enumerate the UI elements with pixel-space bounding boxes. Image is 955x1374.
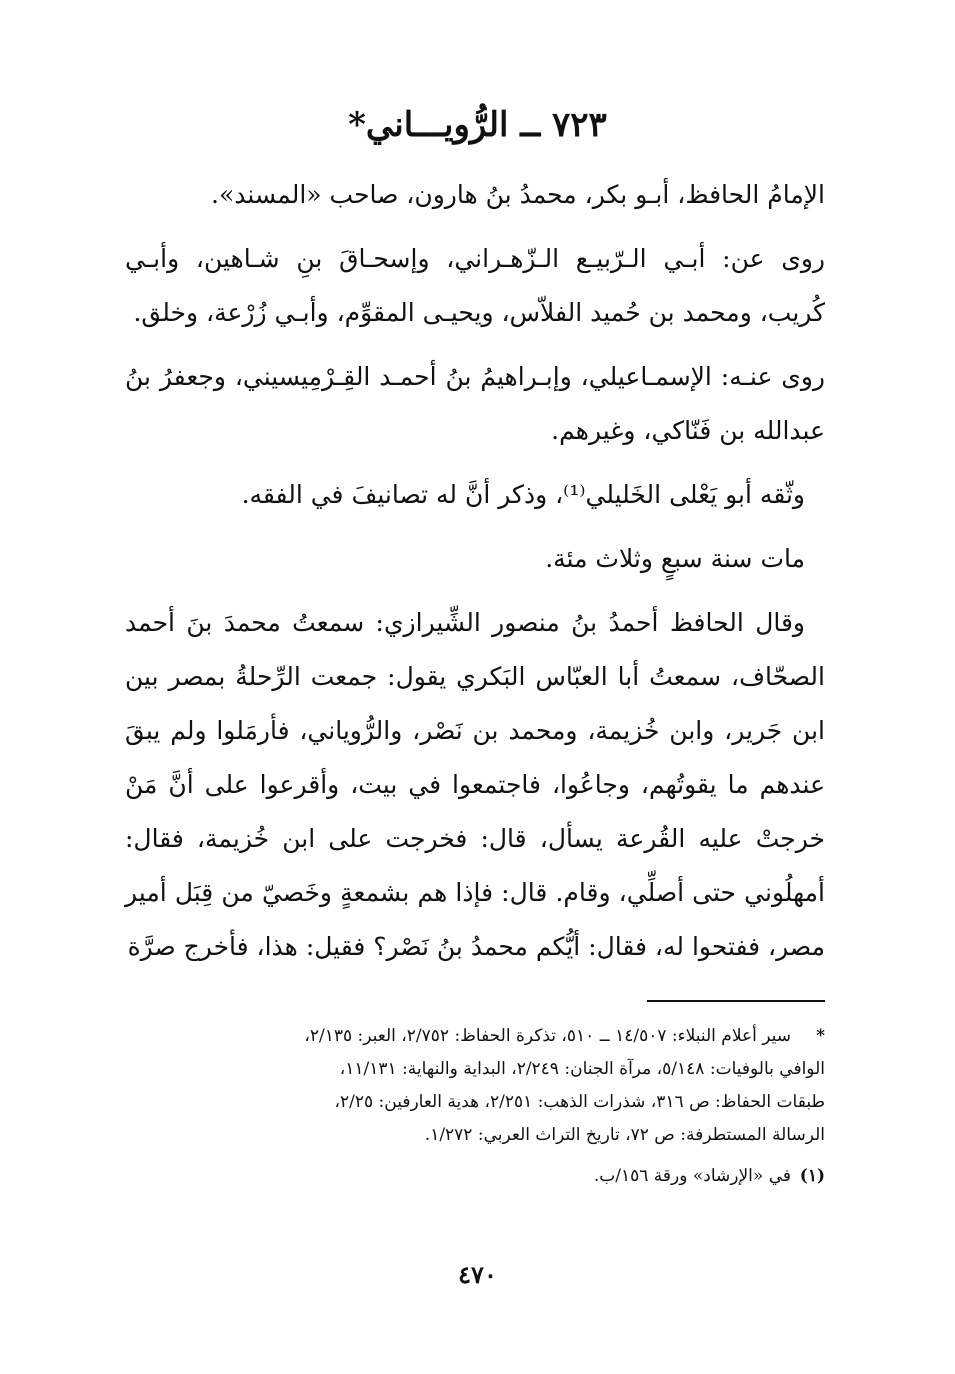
paragraph-narrated-from: روى عن: أبـي الـرّبيـع الـزّهـراني، وإسحـاقَ بنِ شـاهين، وأبـي كُريب، ومحمد بن حُميد الفلاّس، ويحيـى المقوِّم، وأبـي زُرْعة، وخلق.	[125, 244, 825, 327]
footnote-source-line: الرسالة المستطرفة: ص ٧٢، تاريخ التراث العربي: ١/٢٧٢.	[424, 1125, 825, 1145]
paragraph-intro: الإمامُ الحافظ، أبـو بكر، محمدُ بنُ هارون، صاحب «المسند».	[211, 180, 825, 209]
footnote-source-line: سير أعلام النبلاء: ١٤/٥٠٧ ــ ٥١٠، تذكرة الحفاظ: ٢/٧٥٢، العبر: ٢/١٣٥،	[304, 1026, 791, 1046]
paragraph-trustworthiness: وثّقه أبو يَعْلى الخَليلي⁽¹⁾، وذكر أنَّ له تصانيفَ في الفقه.	[241, 480, 805, 509]
footnote-one-marker: (١)	[799, 1166, 825, 1186]
footnote-one-text: في «الإرشاد» ورقة ١٥٦/ب.	[593, 1166, 791, 1186]
footnote-star-line	[125, 1020, 825, 1053]
footnote-divider	[647, 1000, 825, 1002]
main-text	[125, 168, 825, 984]
footnotes	[125, 1020, 825, 1193]
paragraph-death: مات سنة سبعٍ وثلاث مئة.	[545, 544, 805, 573]
page-number: ٤٧٠	[458, 1260, 497, 1289]
paragraph-story: وقال الحافظ أحمدُ بنُ منصور الشِّيرازي: سمعتُ محمدَ بنَ أحمد الصحّاف، سمعتُ أبا العبّاس البَكري يقول: جمعت الرِّحلةُ بمصر بين ابن جَرير، وابن خُزيمة، ومحمد بن نَصْر، والرُّوياني، فأرمَلوا ولم يبقَ عندهم ما يقوتُهم، وجاعُوا، فاجتمعوا في بيت، وأقرعوا على أنَّ مَنْ خرجتْ عليه القُرعة يسأل، قال: فخرجت على ابن خُزيمة، فقال: أمهلُوني حتى أصلِّي، وقام. قال: فإذا هم بشمعةٍ وخَصيّ من قِبَل أمير مصر، ففتحوا له، فقال: أيُّكم محمدُ بنُ نَصْر؟ فقيل: هذا، فأخرج صرَّة	[125, 608, 825, 961]
page-title: ٧٢٣ ــ الرُّويـــاني*	[348, 105, 607, 145]
footnote-source-line: طبقات الحفاظ: ص ٣١٦، شذرات الذهب: ٢/٢٥١، هدية العارفين: ٢/٢٥،	[334, 1092, 825, 1112]
footnote-star-marker: *	[816, 1026, 825, 1046]
paragraph-narrated-by: روى عنـه: الإسمـاعيلي، وإبـراهيمُ بنُ أحمـد القِـرْمِيسيني، وجعفرُ بنُ عبدالله بن فَنّاكي، وغيرهم.	[125, 362, 825, 445]
footnote-source-line: الوافي بالوفيات: ٥/١٤٨، مرآة الجنان: ٢/٢٤٩، البداية والنهاية: ١١/١٣١،	[339, 1059, 825, 1079]
footnote-one	[125, 1160, 825, 1193]
